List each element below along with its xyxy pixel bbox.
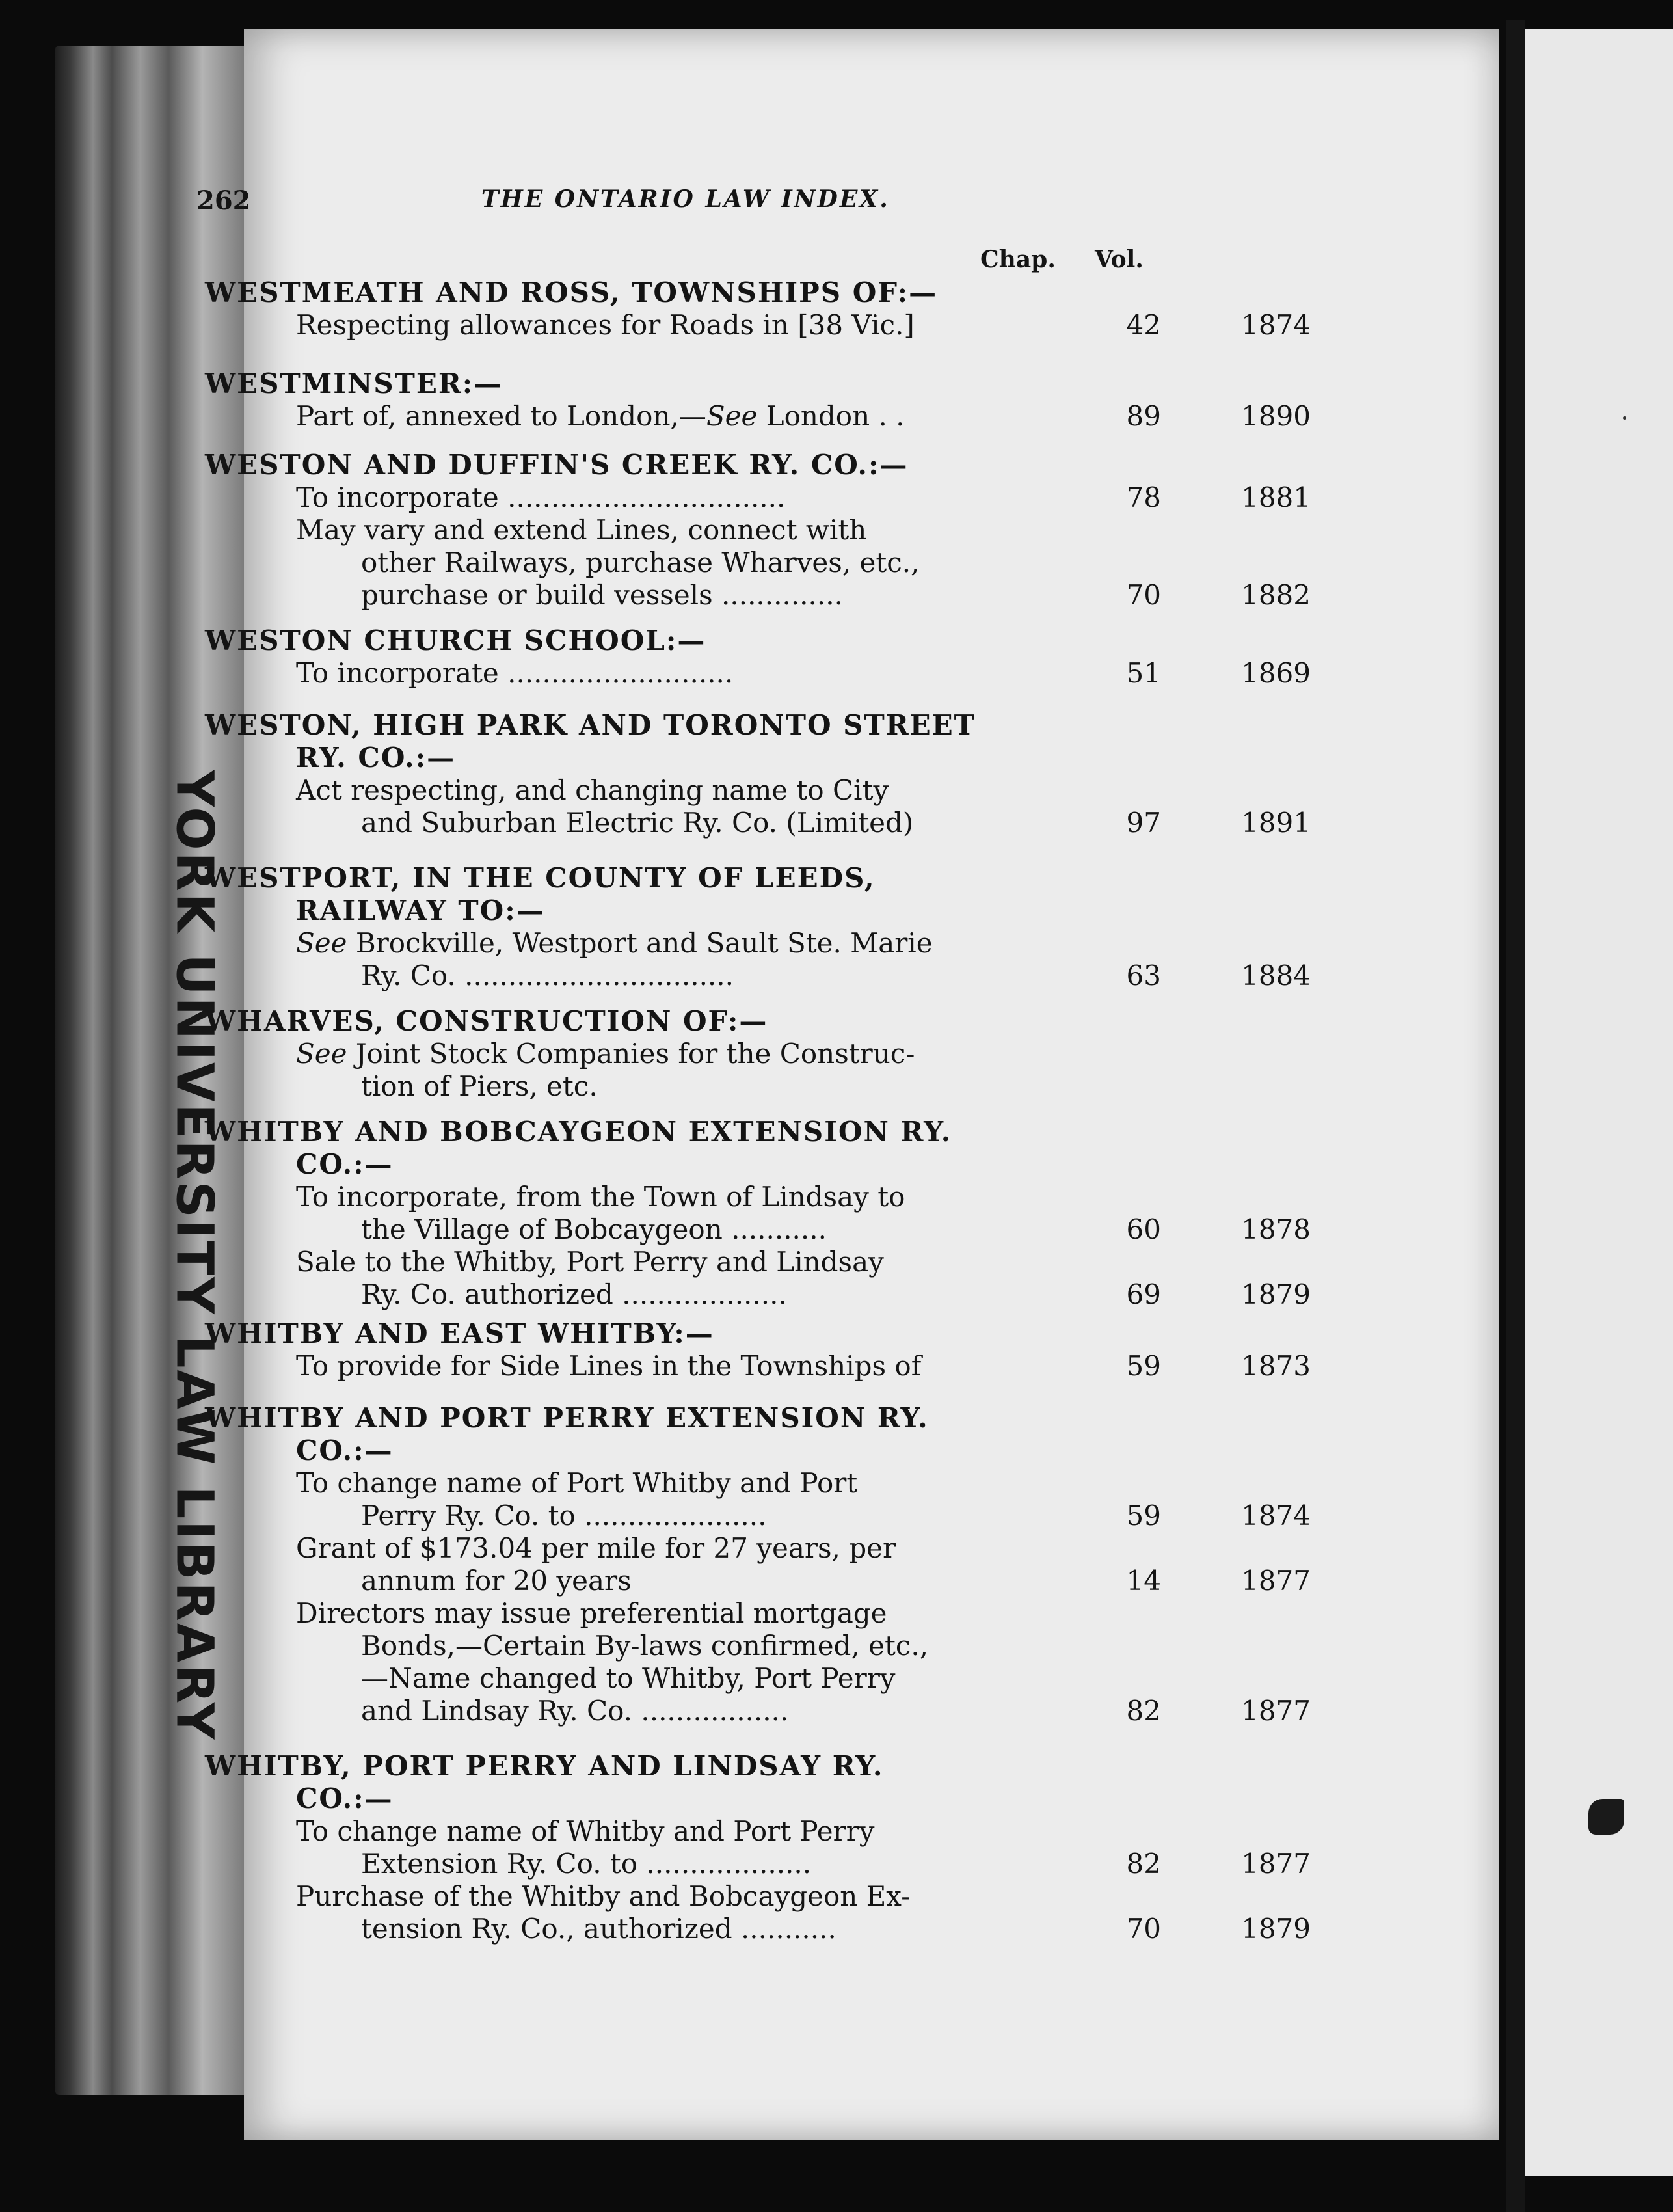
entry-heading [205, 709, 1207, 774]
chapter-number: 82 [1126, 1848, 1161, 1880]
page-number: 262 [196, 185, 251, 216]
sub-entry-line: Act respecting, and changing name to City [296, 774, 889, 806]
see-reference: See [296, 1038, 347, 1070]
sub-entry-line: Part of, annexed to London,—See London . . [296, 400, 905, 432]
volume-year: 1874 [1241, 1500, 1311, 1531]
column-header-chap: Chap. [980, 246, 1056, 273]
volume-year: 1877 [1241, 1695, 1311, 1727]
chapter-number: 59 [1126, 1500, 1161, 1531]
volume-year: 1878 [1241, 1213, 1311, 1245]
sub-entry-line: To provide for Side Lines in the Townships of [296, 1350, 922, 1382]
entry-heading-line: CO.:— [296, 1148, 394, 1180]
sub-entry-line: Purchase of the Whitby and Bobcaygeon Ex- [296, 1880, 911, 1912]
sub-entry-line: To incorporate .......................... [296, 657, 734, 689]
see-reference: See [706, 400, 758, 432]
entry-heading-line: WESTMEATH AND ROSS, TOWNSHIPS OF:— [205, 276, 938, 308]
entry-heading-line: WHITBY AND PORT PERRY EXTENSION RY. [205, 1402, 929, 1434]
spine-stamp-text: YORK UNIVERSITY LAW LIBRARY [165, 770, 224, 1742]
sub-entry-line: Perry Ry. Co. to ..................... [361, 1500, 767, 1531]
volume-year: 1877 [1241, 1565, 1311, 1597]
entry-heading [205, 449, 1207, 481]
index-entry [205, 709, 1311, 839]
sub-entry [205, 657, 1311, 690]
sub-entry-line: Ry. Co. authorized ................... [361, 1278, 787, 1310]
sub-entry [205, 927, 1311, 992]
entry-heading-line: RY. CO.:— [296, 742, 456, 774]
sub-entry-line: —Name changed to Whitby, Port Perry [361, 1662, 896, 1694]
sub-entry [205, 1181, 1311, 1246]
sub-entry-line: To incorporate, from the Town of Lindsay to [296, 1181, 905, 1213]
sub-entry-line: See Joint Stock Companies for the Construc- [296, 1038, 915, 1070]
volume-year: 1869 [1241, 657, 1311, 689]
sub-entry [205, 1467, 1311, 1532]
entry-heading [205, 276, 1207, 309]
entry-heading [205, 1005, 1207, 1038]
see-reference: See [296, 927, 347, 959]
index-entry [205, 625, 1311, 690]
volume-year: 1891 [1241, 807, 1311, 839]
sub-entry [205, 1597, 1311, 1727]
chapter-number: 42 [1126, 309, 1161, 341]
index-entry [205, 862, 1311, 992]
sub-entry-line: the Village of Bobcaygeon ........... [361, 1213, 827, 1245]
sub-entry-line: annum for 20 years [361, 1565, 632, 1597]
sub-entry [205, 1038, 1207, 1103]
chapter-number: 63 [1126, 960, 1161, 991]
sub-entry-line: Respecting allowances for Roads in [38 Vic.] [296, 309, 915, 341]
sub-entry-line: tension Ry. Co., authorized ........... [361, 1913, 836, 1945]
chapter-number: 60 [1126, 1213, 1161, 1245]
chapter-number: 97 [1126, 807, 1161, 839]
entry-heading [205, 1116, 1207, 1181]
volume-year: 1879 [1241, 1278, 1311, 1310]
index-entry [205, 449, 1311, 612]
sub-entry [205, 1246, 1311, 1311]
entry-heading-line: CO.:— [296, 1783, 394, 1814]
sub-entry [205, 1532, 1311, 1597]
entry-heading-line: WESTMINSTER:— [205, 368, 503, 399]
index-entry [205, 368, 1311, 433]
sub-entry-line: Extension Ry. Co. to ................... [361, 1848, 812, 1880]
entry-heading-line: WHITBY AND EAST WHITBY:— [205, 1317, 714, 1349]
chapter-number: 69 [1126, 1278, 1161, 1310]
sub-entry-line: Ry. Co. ............................... [361, 960, 734, 991]
chapter-number: 78 [1126, 481, 1161, 513]
volume-year: 1877 [1241, 1848, 1311, 1880]
volume-year: 1874 [1241, 309, 1311, 341]
entry-heading-line: WHITBY AND BOBCAYGEON EXTENSION RY. [205, 1116, 952, 1148]
entry-heading [205, 625, 1207, 657]
volume-year: 1881 [1241, 481, 1311, 513]
sub-entry-line: purchase or build vessels .............. [361, 579, 843, 611]
entry-heading-line: RAILWAY TO:— [296, 895, 545, 926]
index-entry [205, 1750, 1311, 1945]
sub-entry-line: May vary and extend Lines, connect with [296, 514, 867, 546]
running-head: THE ONTARIO LAW INDEX. [481, 185, 890, 213]
index-entry [205, 1005, 1207, 1103]
chapter-number: 70 [1126, 579, 1161, 611]
sub-entry-line: To change name of Port Whitby and Port [296, 1467, 858, 1499]
index-entry [205, 1402, 1311, 1727]
volume-year: 1879 [1241, 1913, 1311, 1945]
entry-heading-line: WESTON AND DUFFIN'S CREEK RY. CO.:— [205, 449, 909, 481]
sub-entry-line: See Brockville, Westport and Sault Ste. Marie [296, 927, 933, 959]
index-entry [205, 1116, 1311, 1311]
entry-heading-line: WESTON CHURCH SCHOOL:— [205, 625, 706, 656]
entry-heading-line: WESTON, HIGH PARK AND TORONTO STREET [205, 709, 976, 741]
sub-entry-line: and Suburban Electric Ry. Co. (Limited) [361, 807, 914, 839]
sub-entry-line: To change name of Whitby and Port Perry [296, 1815, 875, 1847]
entry-heading-line: WHARVES, CONSTRUCTION OF:— [205, 1005, 768, 1037]
sub-entry [205, 1880, 1311, 1945]
sub-entry-line: Grant of $173.04 per mile for 27 years, per [296, 1532, 896, 1564]
sub-entry-line: other Railways, purchase Wharves, etc., [361, 546, 920, 578]
entry-heading [205, 1317, 1207, 1350]
sub-entry [205, 309, 1311, 342]
entry-heading-line: CO.:— [296, 1435, 394, 1466]
sub-entry [205, 481, 1311, 514]
entry-heading [205, 1402, 1207, 1467]
chapter-number: 89 [1126, 400, 1161, 432]
entry-heading [205, 368, 1207, 400]
chapter-number: 70 [1126, 1913, 1161, 1945]
sub-entry-line: and Lindsay Ry. Co. ................. [361, 1695, 789, 1727]
chapter-number: 59 [1126, 1350, 1161, 1382]
volume-year: 1882 [1241, 579, 1311, 611]
volume-year: 1873 [1241, 1350, 1311, 1382]
sub-entry [205, 774, 1311, 839]
entry-heading-line: WESTPORT, IN THE COUNTY OF LEEDS, [205, 862, 876, 894]
volume-year: 1890 [1241, 400, 1311, 432]
chapter-number: 51 [1126, 657, 1161, 689]
entry-heading [205, 1750, 1207, 1815]
entry-heading-line: WHITBY, PORT PERRY AND LINDSAY RY. [205, 1750, 884, 1782]
entry-heading [205, 862, 1207, 927]
sub-entry-line: To incorporate ................................ [296, 481, 786, 513]
sub-entry-line: Directors may issue preferential mortgage [296, 1597, 887, 1629]
volume-year: 1884 [1241, 960, 1311, 991]
index-entry [205, 276, 1311, 342]
sub-entry-line: Bonds,—Certain By-laws confirmed, etc., [361, 1630, 929, 1662]
sub-entry [205, 514, 1311, 612]
index-entry [205, 1317, 1311, 1382]
column-header-vol: Vol. [1095, 246, 1144, 273]
chapter-number: 14 [1126, 1565, 1161, 1597]
sub-entry [205, 1815, 1311, 1880]
sub-entry-line: tion of Piers, etc. [361, 1070, 598, 1102]
chapter-number: 82 [1126, 1695, 1161, 1727]
sub-entry [205, 400, 1311, 433]
sub-entry-line: Sale to the Whitby, Port Perry and Lindsay [296, 1246, 884, 1278]
sub-entry [205, 1350, 1311, 1382]
